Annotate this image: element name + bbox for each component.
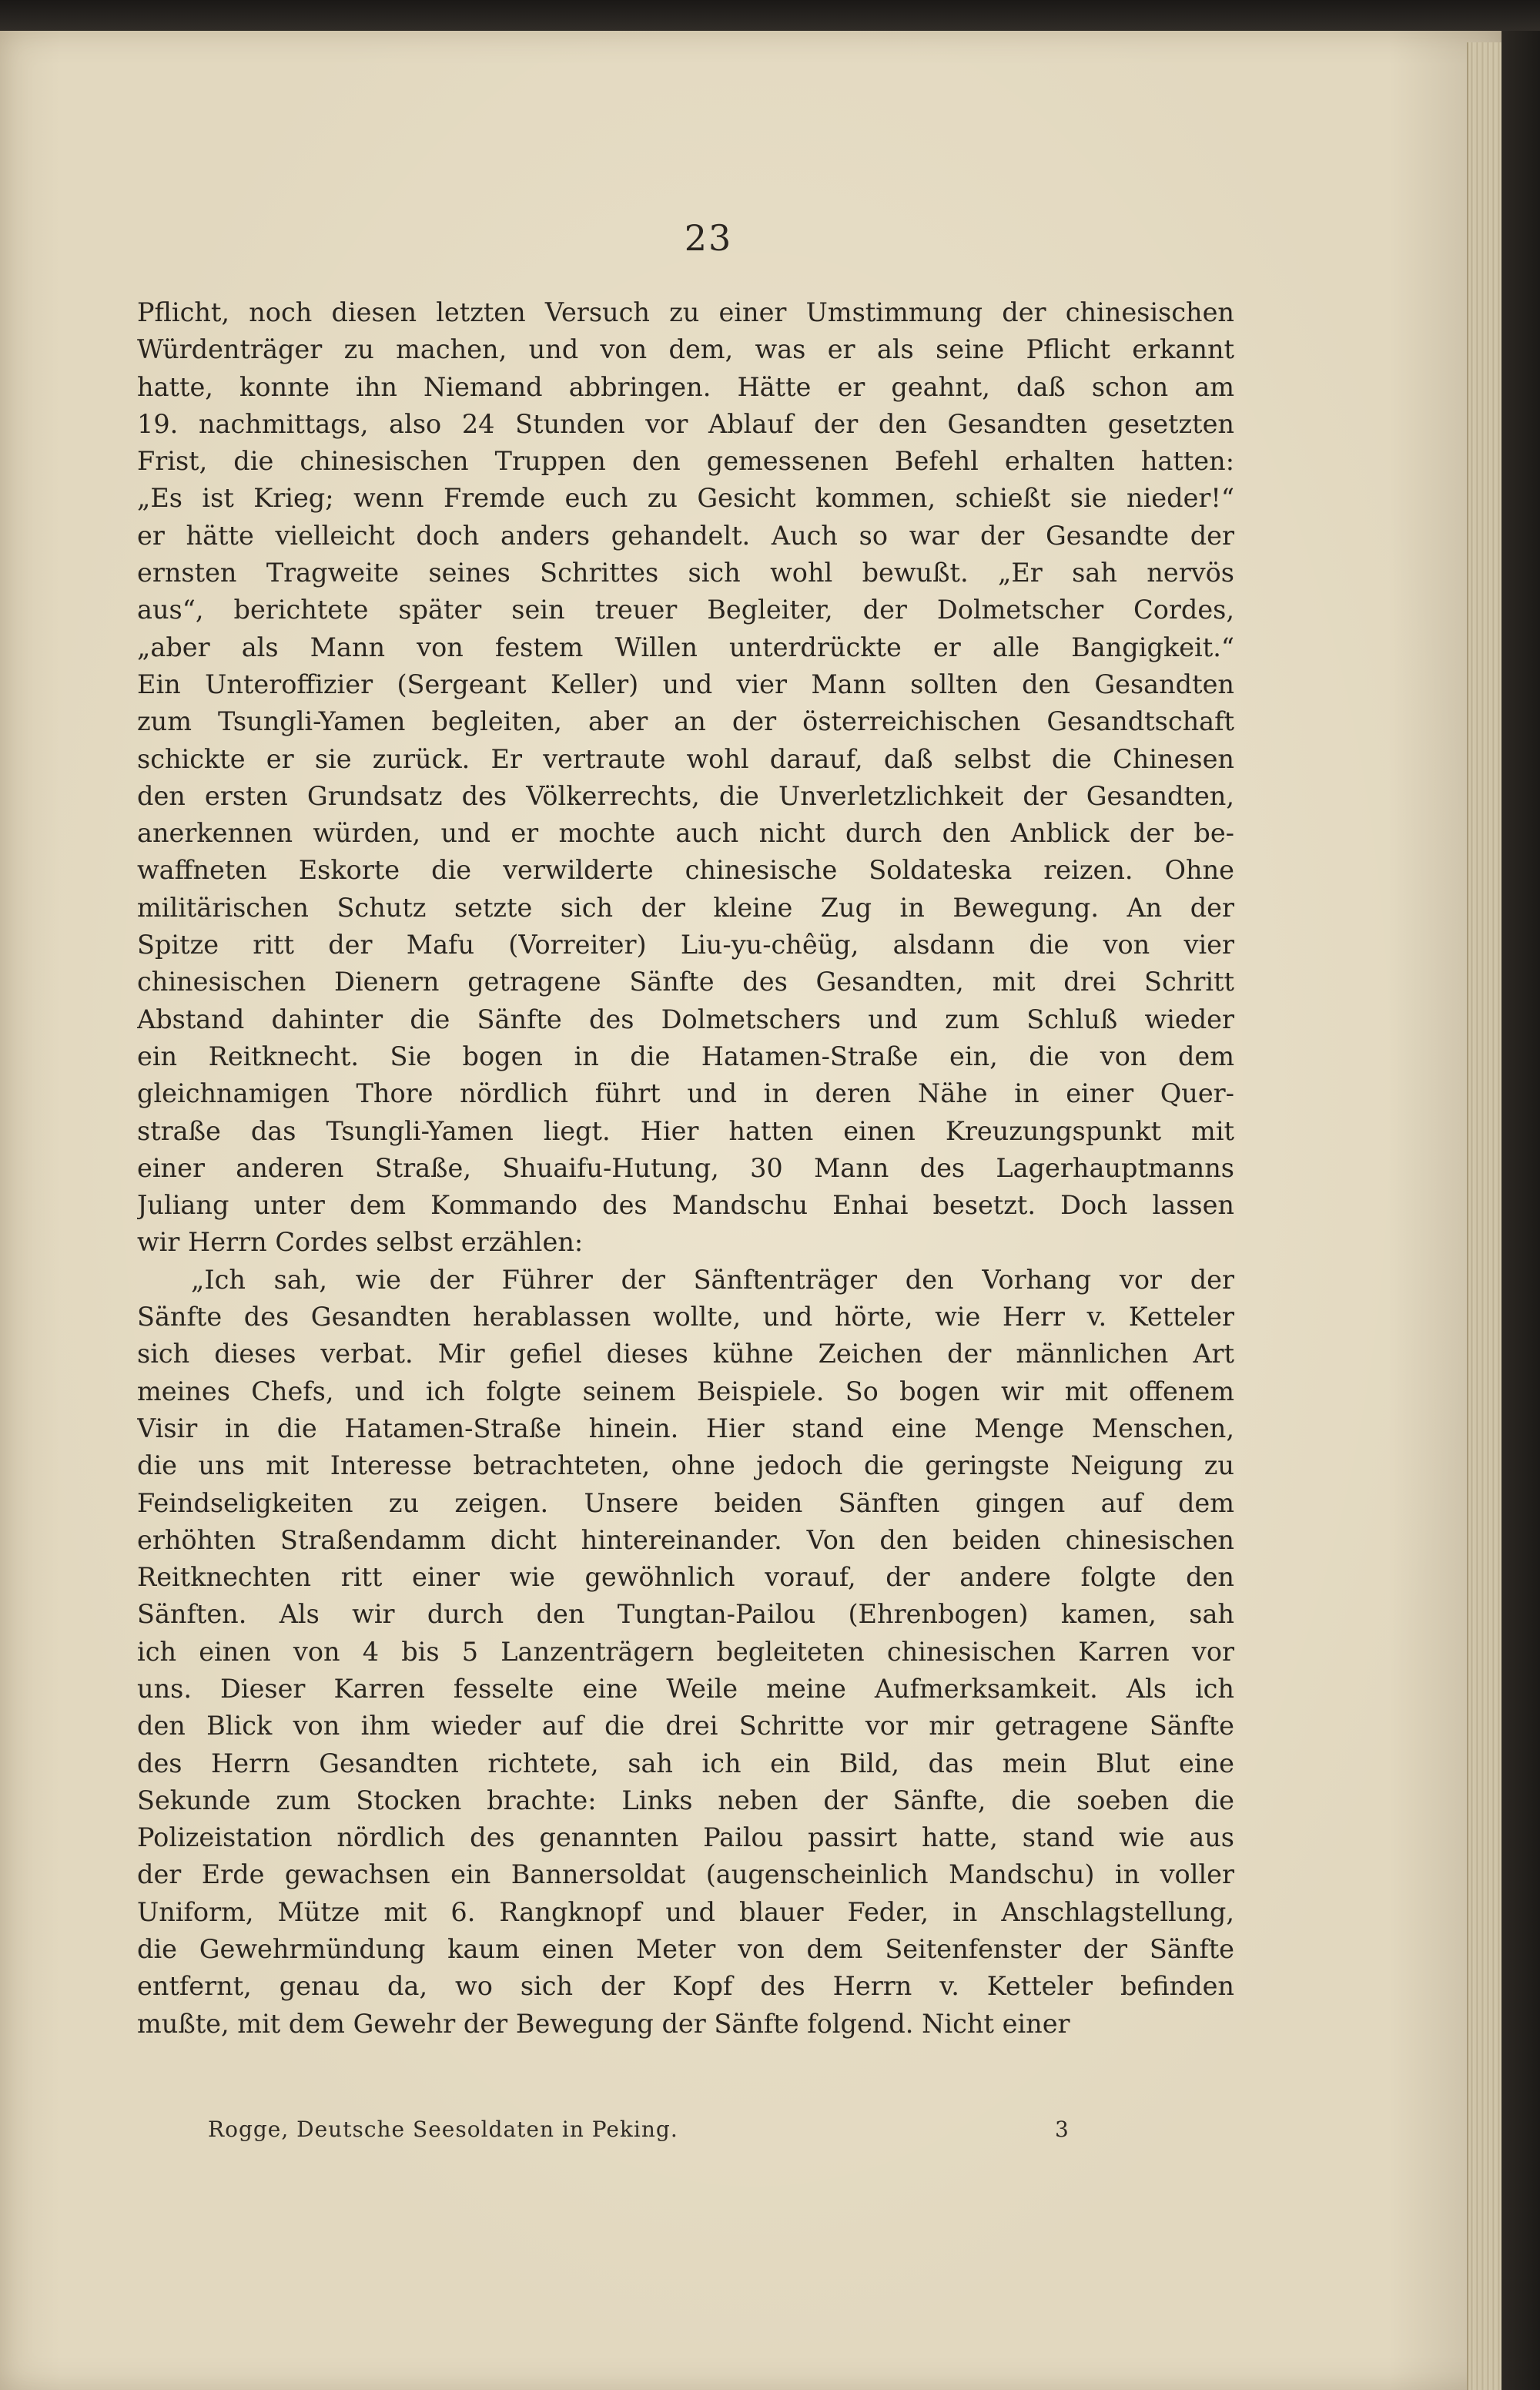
book-page-edges <box>1467 42 1503 2390</box>
text-line: einer anderen Straße, Shuaifu-Hutung, 30 Mann des Lagerhauptmanns <box>137 1152 1234 1183</box>
text-line: die uns mit Interesse betrachteten, ohne jedoch die geringste Neigung zu <box>137 1450 1234 1481</box>
text-line: chinesischen Dienern getragene Sänfte des Gesandten, mit drei Schritt <box>137 967 1234 997</box>
text-line: erhöhten Straßendamm dicht hintereinander. Von den beiden chinesischen <box>137 1524 1234 1555</box>
text-line: Frist, die chinesischen Truppen den gemessenen Befehl erhalten hatten: <box>137 446 1234 477</box>
text-line: uns. Dieser Karren fesselte eine Weile meine Aufmerksamkeit. Als ich <box>137 1673 1234 1704</box>
text-line: schickte er sie zurück. Er vertraute wohl darauf, daß selbst die Chinesen <box>137 743 1234 774</box>
text-line: anerkennen würden, und er mochte auch nicht durch den Anblick der be- <box>137 818 1234 849</box>
text-line: entfernt, genau da, wo sich der Kopf des Herrn v. Ketteler befinden <box>137 1971 1234 2002</box>
text-line: Pflicht, noch diesen letzten Versuch zu einer Umstimmung der chinesischen <box>137 297 1234 327</box>
text-line: Sekunde zum Stocken brachte: Links neben der Sänfte, die soeben die <box>137 1785 1234 1815</box>
text-line: Ein Unteroffizier (Sergeant Keller) und vier Mann sollten den Gesandten <box>137 669 1234 699</box>
text-line: Sänfte des Gesandten herablassen wollte, und hörte, wie Herr v. Ketteler <box>137 1302 1234 1332</box>
text-line: gleichnamigen Thore nördlich führt und in deren Nähe in einer Quer- <box>137 1078 1234 1109</box>
text-line: Würdenträger zu machen, und von dem, was er als seine Pflicht erkannt <box>137 334 1234 365</box>
text-line: Feindseligkeiten zu zeigen. Unsere beiden Sänften gingen auf dem <box>137 1487 1234 1518</box>
text-line: ich einen von 4 bis 5 Lanzenträgern begleiteten chinesischen Karren vor <box>137 1636 1234 1667</box>
page-number: 23 <box>684 217 733 259</box>
text-line: Spitze ritt der Mafu (Vorreiter) Liu-yu-chêüg, alsdann die von vier <box>137 930 1234 960</box>
text-line: der Erde gewachsen ein Bannersoldat (augenscheinlich Mandschu) in voller <box>137 1859 1234 1890</box>
text-line: Visir in die Hatamen-Straße hinein. Hier stand eine Menge Menschen, <box>137 1413 1234 1443</box>
text-line: 19. nachmittags, also 24 Stunden vor Ablauf der den Gesandten gesetzten <box>137 408 1234 439</box>
text-line: Reitknechten ritt einer wie gewöhnlich vorauf, der andere folgte den <box>137 1562 1234 1593</box>
text-line: ernsten Tragweite seines Schrittes sich wohl bewußt. „Er sah nervös <box>137 558 1234 588</box>
text-line: mußte, mit dem Gewehr der Bewegung der Sänfte folgend. Nicht einer <box>137 2008 1070 2039</box>
body-text <box>137 294 1234 2043</box>
text-line: er hätte vielleicht doch anders gehandelt. Auch so war der Gesandte der <box>137 520 1234 551</box>
text-line: Polizeistation nördlich des genannten Pailou passirt hatte, stand wie aus <box>137 1822 1234 1853</box>
footer-source: Rogge, Deutsche Seesoldaten in Peking. <box>208 2117 678 2142</box>
text-line: wir Herrn Cordes selbst erzählen: <box>137 1227 584 1258</box>
text-line: Abstand dahinter die Sänfte des Dolmetschers und zum Schluß wieder <box>137 1004 1234 1034</box>
footer-signature: 3 <box>1055 2117 1069 2142</box>
text-line: sich dieses verbat. Mir gefiel dieses kühne Zeichen der männlichen Art <box>137 1339 1234 1369</box>
text-line: die Gewehrmündung kaum einen Meter von dem Seitenfenster der Sänfte <box>137 1934 1234 1965</box>
text-line: Sänften. Als wir durch den Tungtan-Pailou (Ehrenbogen) kamen, sah <box>137 1599 1234 1630</box>
text-line: den Blick von ihm wieder auf die drei Schritte vor mir getragene Sänfte <box>137 1711 1234 1741</box>
text-line: ein Reitknecht. Sie bogen in die Hatamen-Straße ein, die von dem <box>137 1041 1234 1071</box>
text-line: waffneten Eskorte die verwilderte chinesische Soldateska reizen. Ohne <box>137 855 1234 886</box>
text-line: meines Chefs, und ich folgte seinem Beispiele. So bogen wir mit offenem <box>137 1376 1234 1406</box>
text-line: aus“, berichtete später sein treuer Begleiter, der Dolmetscher Cordes, <box>137 595 1234 625</box>
text-line: des Herrn Gesandten richtete, sah ich ein Bild, das mein Blut eine <box>137 1748 1234 1778</box>
text-line: militärischen Schutz setzte sich der kleine Zug in Bewegung. An der <box>137 892 1234 923</box>
text-line: straße das Tsungli-Yamen liegt. Hier hatten einen Kreuzungspunkt mit <box>137 1115 1234 1146</box>
text-line: „Es ist Krieg; wenn Fremde euch zu Gesicht kommen, schießt sie nieder!“ <box>137 483 1234 514</box>
text-line: „Ich sah, wie der Führer der Sänftenträger den Vorhang vor der <box>191 1264 1234 1295</box>
book-cover-edge <box>1502 31 1540 2390</box>
text-line: „aber als Mann von festem Willen unterdrückte er alle Bangigkeit.“ <box>137 632 1234 662</box>
text-line: Juliang unter dem Kommando des Mandschu Enhai besetzt. Doch lassen <box>137 1190 1234 1221</box>
text-line: Uniform, Mütze mit 6. Rangknopf und blauer Feder, in Anschlagstellung, <box>137 1896 1234 1927</box>
text-line: zum Tsungli-Yamen begleiten, aber an der österreichischen Gesandtschaft <box>137 706 1234 737</box>
text-line: den ersten Grundsatz des Völkerrechts, die Unverletzlichkeit der Gesandten, <box>137 780 1234 811</box>
text-line: hatte, konnte ihn Niemand abbringen. Hätte er geahnt, daß schon am <box>137 371 1234 402</box>
